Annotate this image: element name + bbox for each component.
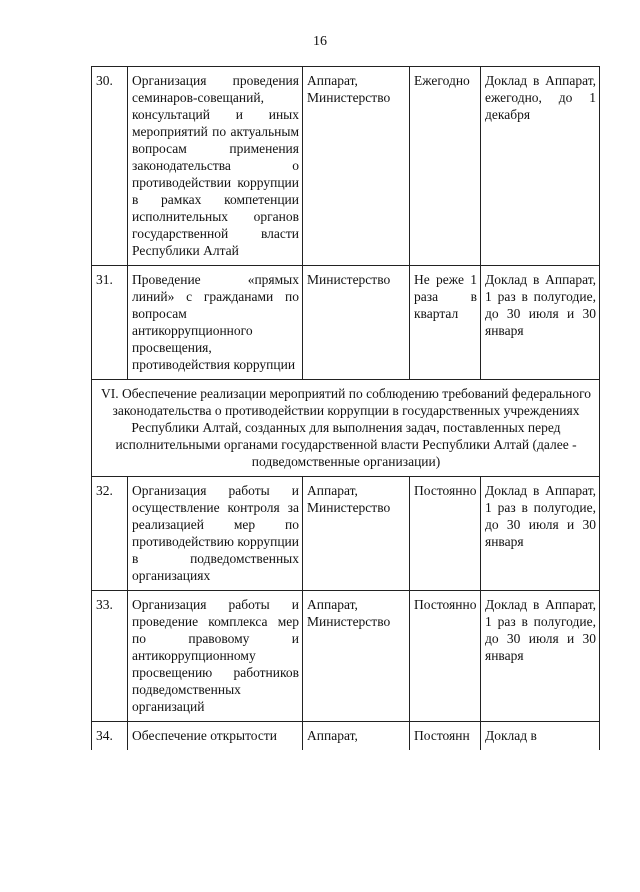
- action-cell: Организация работы и осуществление контроля за реализацией мер по противодействию коррупции в подведомственных организациях: [128, 477, 303, 591]
- report-cell: Доклад в Аппарат, ежегодно, до 1 декабря: [481, 67, 600, 266]
- row-number: 31.: [92, 266, 128, 380]
- row-number: 30.: [92, 67, 128, 266]
- table-row: [92, 266, 600, 380]
- deadline-cell: Ежегодно: [410, 67, 481, 266]
- action-cell: Обеспечение открытости: [128, 722, 303, 751]
- report-cell: Доклад в Аппарат, 1 раз в полугодие, до 30 июля и 30 января: [481, 477, 600, 591]
- section-row: [92, 380, 600, 477]
- deadline-cell: Постоянно: [410, 591, 481, 722]
- deadline-cell: Не реже 1 раза в квартал: [410, 266, 481, 380]
- table-row: [92, 722, 600, 751]
- action-cell: Организация работы и проведение комплекса мер по правовому и антикоррупционному просвещению работников подведомственных организаций: [128, 591, 303, 722]
- section-heading: VI. Обеспечение реализации мероприятий по соблюдению требований федерального законодательства о противодействии коррупции в государственных учреждениях Республики Алтай, созданных для выполнения задач, поставленных перед исполнительными органами государственной власти Республики Алтай (далее - подведомственные организации): [92, 380, 600, 477]
- executor-cell: Аппарат, Министерство: [303, 67, 410, 266]
- measures-table: [91, 66, 600, 750]
- deadline-cell: Постоянн: [410, 722, 481, 751]
- table-row: [92, 67, 600, 266]
- report-cell: Доклад в Аппарат, 1 раз в полугодие, до 30 июля и 30 января: [481, 591, 600, 722]
- row-number: 34.: [92, 722, 128, 751]
- action-cell: Организация проведения семинаров-совещаний, консультаций и иных мероприятий по актуальным вопросам применения законодательства о противодействии коррупции в рамках компетенции исполнительных органов государственной власти Республики Алтай: [128, 67, 303, 266]
- executor-cell: Аппарат,: [303, 722, 410, 751]
- executor-cell: Аппарат, Министерство: [303, 477, 410, 591]
- executor-cell: Аппарат, Министерство: [303, 591, 410, 722]
- table-row: [92, 591, 600, 722]
- row-number: 33.: [92, 591, 128, 722]
- executor-cell: Министерство: [303, 266, 410, 380]
- report-cell: Доклад в: [481, 722, 600, 751]
- report-cell: Доклад в Аппарат, 1 раз в полугодие, до 30 июля и 30 января: [481, 266, 600, 380]
- action-cell: Проведение «прямых линий» с гражданами по вопросам антикоррупционного просвещения, противодействия коррупции: [128, 266, 303, 380]
- deadline-cell: Постоянно: [410, 477, 481, 591]
- table-row: [92, 477, 600, 591]
- row-number: 32.: [92, 477, 128, 591]
- page-number: 16: [313, 34, 327, 49]
